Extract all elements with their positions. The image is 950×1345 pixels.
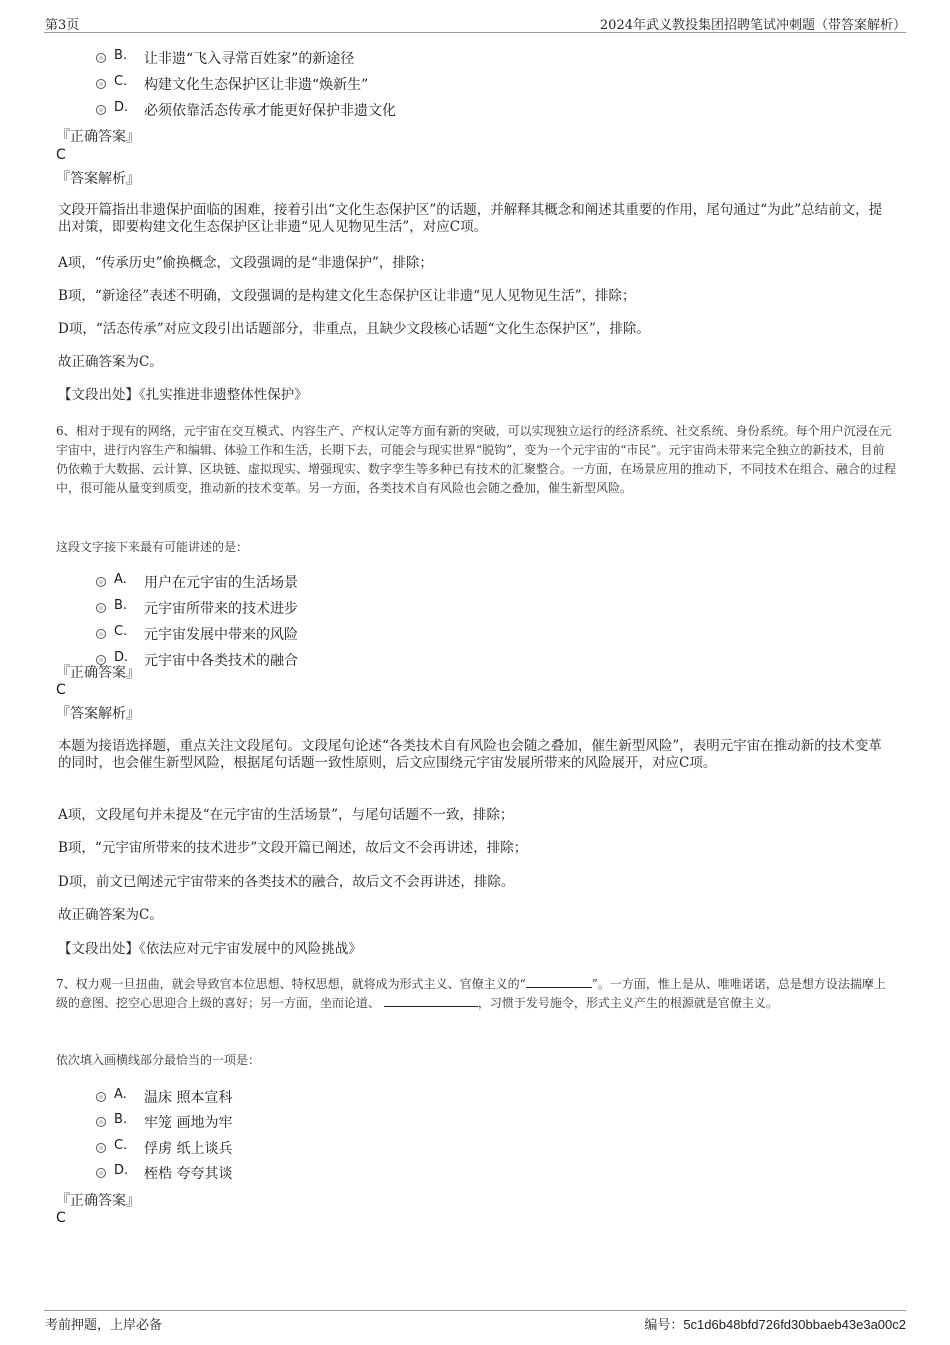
q6-answer-label: 『正确答案』 [56,665,140,681]
radio-icon[interactable] [96,577,106,587]
q5-analysis-a: A项，“传承历史”偷换概念，文段强调的是“非遗保护”，排除； [58,255,433,271]
q5-option-d[interactable]: D. 必须依靠活态传承才能更好保护非遗文化 [96,100,496,120]
radio-icon[interactable] [96,79,106,89]
q5-source: 【文段出处】《扎实推进非遗整体性保护》 [58,387,308,403]
q6-analysis-d: D项，前文已阐述元宇宙带来的各类技术的融合，故后文不会再讲述，排除。 [58,874,515,890]
q7-prompt: 依次填入画横线部分最恰当的一项是： [56,1053,261,1067]
q5-analysis-label: 『答案解析』 [56,171,140,187]
q5-analysis-b: B项，“新途径”表述不明确，文段强调的是构建文化生态保护区让非遗“见人见物见生活”，排除； [58,288,636,304]
radio-icon[interactable] [96,603,106,613]
q5-answer: C [56,147,66,163]
q7-answer-label: 『正确答案』 [56,1193,140,1209]
q6-analysis-b: B项，“元宇宙所带来的技术进步”文段开篇已阐述，故后文不会再讲述，排除； [58,840,528,856]
radio-icon[interactable] [96,53,106,63]
q7-option-a[interactable]: A. 温床 照本宣科 [96,1087,496,1107]
q7-answer: C [56,1210,66,1226]
q5-answer-label: 『正确答案』 [56,129,140,145]
q6-option-d[interactable]: D. 元宇宙中各类技术的融合 [96,650,496,670]
footer-slogan: 考前押题，上岸必备 [45,1318,163,1333]
radio-icon[interactable] [96,629,106,639]
q6-source: 【文段出处】《依法应对元宇宙发展中的风险挑战》 [58,941,362,957]
q6-prompt: 这段文字接下来最有可能讲述的是： [56,540,249,554]
radio-icon[interactable] [96,1117,106,1127]
q7-blank-2[interactable] [384,995,478,1007]
header-divider [44,32,906,33]
q5-analysis-paragraph: 文段开篇指出非遗保护面临的困难，接着引出“文化生态保护区”的话题，并解释其概念和阐述其重要的作用，尾句通过“为此”总结前文，提出对策，即要构建文化生态保护区让非遗“见人见物见生活”，对应C项。 [58,202,883,235]
footer-divider [44,1310,906,1311]
q6-option-b[interactable]: B. 元宇宙所带来的技术进步 [96,598,496,618]
q7-option-c[interactable]: C. 俘虏 纸上谈兵 [96,1138,496,1158]
q6-option-a[interactable]: A. 用户在元宇宙的生活场景 [96,572,496,592]
q6-stem: 6、相对于现有的网络，元宇宙在交互模式、内容生产、产权认定等方面有新的突破，可以实现独立运行的经济系统、社交系统、身份系统。每个用户沉浸在元宇宙中，进行内容生产和编辑、体验工作和生活，长期下去，可能会与现实世界“脱钩”，变为一个元宇宙的“市民”。元宇宙尚未带来完全独立的新技术，目前仍依赖于大数据、云计算、区块链、虚拟现实、增强现实、数字孪生等多种已有技术的汇聚整合。一方面，在场景应用的推动下，不同技术在组合、融合的过程中，很可能从量变到质变，推动新的技术变革。另一方面，各类技术自有风险也会随之叠加，催生新型风险。 [56,424,897,495]
document-id: 编号：5c1d6b48bfd726fd30bbaeb43e3a00c2 [644,1317,906,1333]
q6-analysis-paragraph: 本题为接语选择题，重点关注文段尾句。文段尾句论述“各类技术自有风险也会随之叠加，催生新型风险”，表明元宇宙在推动新的技术变革的同时，也会催生新型风险，根据尾句话题一致性原则，后文应围绕元宇宙发展所带来的风险展开，对应C项。 [58,738,882,771]
page-number: 第3页 [45,18,80,33]
radio-icon[interactable] [96,105,106,115]
q5-analysis-d: D项，“活态传承”对应文段引出话题部分，非重点，且缺少文段核心话题“文化生态保护区”，排除。 [58,321,650,337]
q6-conclusion: 故正确答案为C。 [58,907,163,923]
q7-option-b[interactable]: B. 牢笼 画地为牢 [96,1112,496,1132]
q6-answer: C [56,682,66,698]
q5-option-b[interactable]: B. 让非遗“飞入寻常百姓家”的新途径 [96,48,496,68]
q7-option-d[interactable]: D. 桎梏 夸夸其谈 [96,1163,496,1183]
q6-analysis-label: 『答案解析』 [56,706,140,722]
radio-icon[interactable] [96,1143,106,1153]
q6-analysis-a: A项，文段尾句并未提及“在元宇宙的生活场景”，与尾句话题不一致，排除； [58,807,514,823]
document-title: 2024年武义教投集团招聘笔试冲刺题（带答案解析） [599,18,906,33]
q5-conclusion: 故正确答案为C。 [58,354,163,370]
radio-icon[interactable] [96,1168,106,1178]
radio-icon[interactable] [96,1092,106,1102]
q5-option-c[interactable]: C. 构建文化生态保护区让非遗“焕新生” [96,74,496,94]
q6-option-c[interactable]: C. 元宇宙发展中带来的风险 [96,624,496,644]
q7-blank-1[interactable] [526,976,592,988]
q7-stem: 7、权力观一旦扭曲，就会导致官本位思想、特权思想，就将成为形式主义、官僚主义的“ ”。一方面，惟上是从、唯唯诺诺，总是想方设法揣摩上级的意图、挖空心思迎合上级的喜好；另一方面，坐而论道、 ，习惯于发号施令，形式主义产生的根源就是官僚主义。 [56,977,886,1010]
